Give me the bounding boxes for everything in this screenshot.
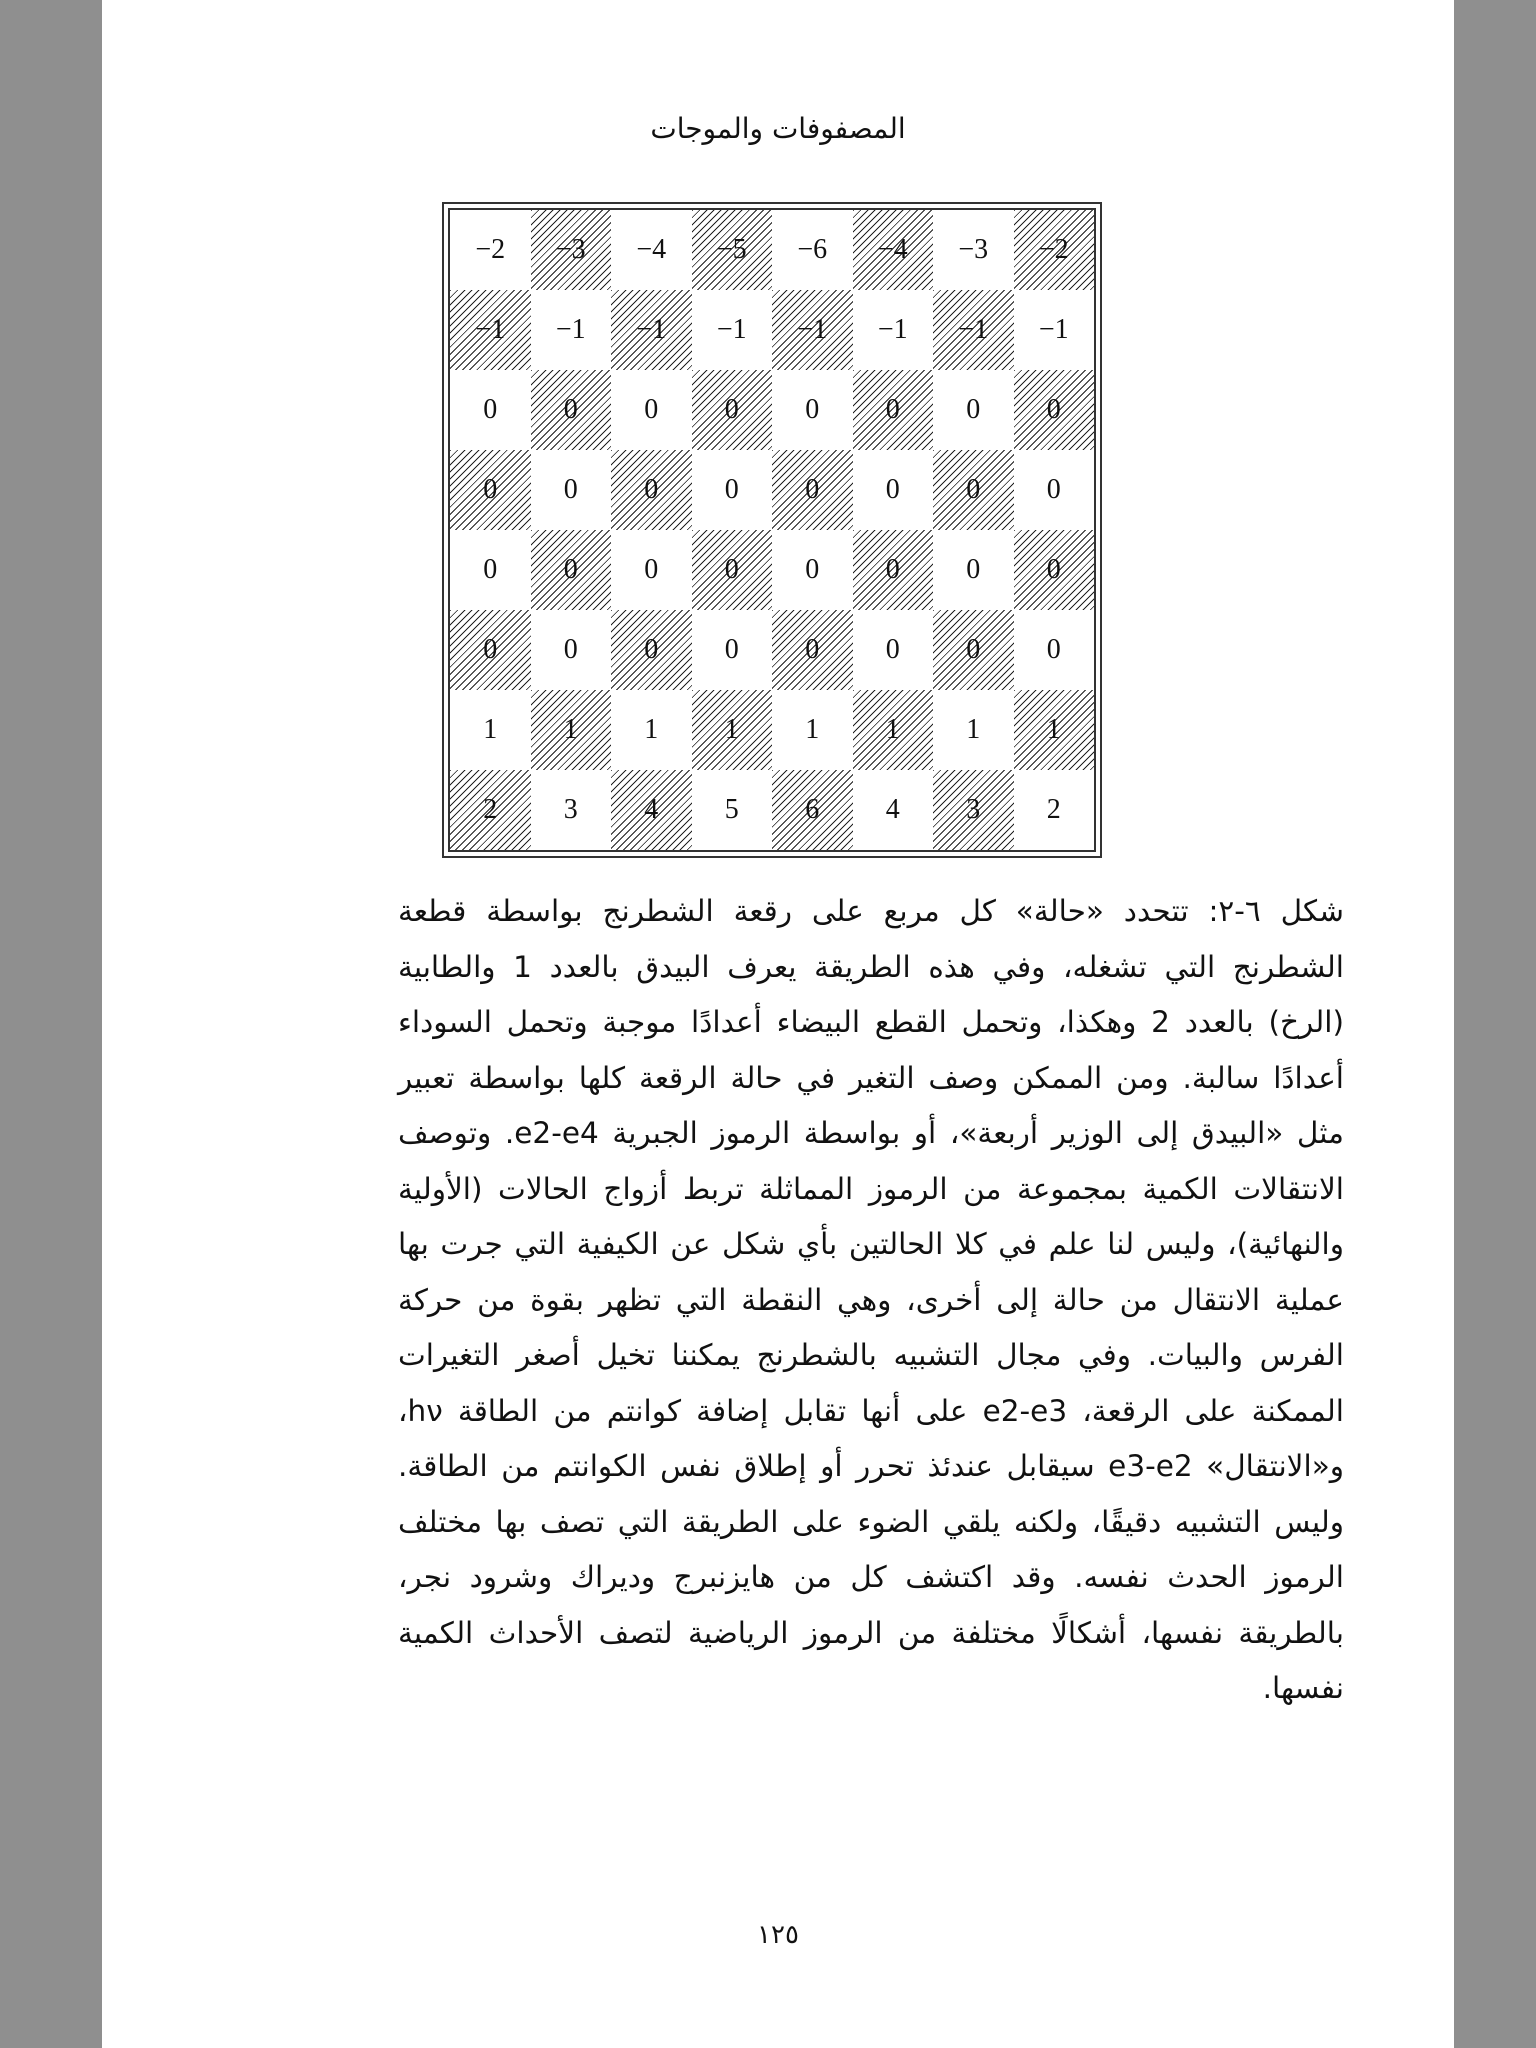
square-value: −2: [475, 234, 506, 265]
book-page: [102, 0, 1454, 2048]
square-value: 0: [563, 474, 578, 505]
square-value: 5: [724, 794, 739, 825]
square-value: 0: [724, 394, 739, 425]
board-square: [933, 370, 1014, 450]
square-value: 0: [805, 394, 820, 425]
square-value: 0: [1046, 554, 1061, 585]
square-value: 0: [805, 474, 820, 505]
square-value: 0: [885, 634, 900, 665]
board-square: [692, 290, 773, 370]
square-value: 1: [805, 714, 820, 745]
square-value: −1: [636, 314, 667, 345]
chessboard-grid: [448, 208, 1096, 852]
board-square: [450, 610, 531, 690]
square-value: 0: [724, 474, 739, 505]
square-value: 0: [483, 554, 498, 585]
square-value: 0: [483, 634, 498, 665]
board-square: [853, 290, 934, 370]
board-square: [611, 690, 692, 770]
square-value: 0: [966, 634, 981, 665]
square-value: 1: [483, 714, 498, 745]
board-square: [611, 450, 692, 530]
square-value: −5: [716, 234, 747, 265]
board-square: [611, 370, 692, 450]
square-value: 1: [966, 714, 981, 745]
board-square: [933, 610, 1014, 690]
board-square: [853, 370, 934, 450]
figure-caption-paragraph: [398, 884, 1344, 1717]
square-value: 3: [966, 794, 981, 825]
board-square: [450, 690, 531, 770]
square-value: −1: [1038, 314, 1069, 345]
board-square: [611, 770, 692, 850]
body-text: شكل ٦-٢: تتحدد «حالة» كل مربع على رقعة الشطرنج بواسطة قطعة الشطرنج التي تشغله، وفي هذه الطريقة يعرف البيدق بالعدد 1 والطابية (الرخ) بالعدد 2 وهكذا، وتحمل القطع البيضاء أعدادًا موجبة وتحمل السوداء أعدادًا سالبة. ومن الممكن وصف التغير في حالة الرقعة كلها بواسطة تعبير مثل «البيدق إلى الوزير أربعة»، أو بواسطة الرموز الجبرية e2-e4. وتوصف الانتقالات الكمية بمجموعة من الرموز المماثلة تربط أزواج الحالات (الأولية والنهائية)، وليس لنا علم في كلا الحالتين بأي شكل عن الكيفية التي جرت بها عملية الانتقال من حالة إلى أخرى، وهي النقطة التي تظهر بقوة من حركة الفرس والبيات. وفي مجال التشبيه بالشطرنج يمكننا تخيل أصغر التغيرات الممكنة على الرقعة، e2-e3 على أنها تقابل إضافة كوانتم من الطاقة hν، و«الانتقال» e3-e2 سيقابل عندئذ تحرر أو إطلاق نفس الكوانتم من الطاقة. وليس التشبيه دقيقًا، ولكنه يلقي الضوء على الطريقة التي تصف بها مختلف الرموز الحدث نفسه. وقد اكتشف كل من هايزنبرج وديراك وشرود نجر، بالطريقة نفسها، أشكالًا مختلفة من الرموز الرياضية لتصف الأحداث الكمية نفسها.: [398, 894, 1345, 1705]
page-number: ١٢٥: [757, 1920, 799, 1950]
board-square: [692, 610, 773, 690]
square-value: 0: [966, 394, 981, 425]
square-value: −1: [716, 314, 747, 345]
board-square: [853, 450, 934, 530]
square-value: −2: [1038, 234, 1069, 265]
board-square: [692, 690, 773, 770]
board-square: [611, 290, 692, 370]
board-square: [692, 450, 773, 530]
board-square: [1014, 290, 1095, 370]
board-square: [692, 770, 773, 850]
square-value: 0: [1046, 474, 1061, 505]
board-square: [933, 450, 1014, 530]
board-square: [531, 450, 612, 530]
square-value: 2: [1046, 794, 1061, 825]
square-value: −1: [958, 314, 989, 345]
board-square: [853, 530, 934, 610]
board-square: [1014, 530, 1095, 610]
board-square: [531, 210, 612, 290]
square-value: 0: [885, 554, 900, 585]
board-square: [692, 530, 773, 610]
board-square: [1014, 210, 1095, 290]
square-value: 0: [885, 394, 900, 425]
square-value: 1: [563, 714, 578, 745]
board-square: [611, 610, 692, 690]
board-square: [450, 530, 531, 610]
square-value: −4: [636, 234, 667, 265]
square-value: 0: [805, 554, 820, 585]
square-value: 0: [563, 554, 578, 585]
board-square: [531, 370, 612, 450]
square-value: 1: [1046, 714, 1061, 745]
chessboard-figure: [442, 202, 1102, 858]
square-value: 0: [885, 474, 900, 505]
board-square: [933, 290, 1014, 370]
board-square: [772, 210, 853, 290]
board-square: [450, 290, 531, 370]
square-value: 0: [563, 394, 578, 425]
square-value: 1: [885, 714, 900, 745]
board-square: [933, 210, 1014, 290]
board-square: [772, 690, 853, 770]
square-value: 0: [724, 634, 739, 665]
board-square: [933, 690, 1014, 770]
square-value: 6: [805, 794, 820, 825]
square-value: 1: [644, 714, 659, 745]
square-value: 1: [724, 714, 739, 745]
square-value: 0: [805, 634, 820, 665]
square-value: 0: [563, 634, 578, 665]
board-square: [772, 770, 853, 850]
square-value: 0: [644, 554, 659, 585]
board-square: [933, 530, 1014, 610]
board-square: [1014, 690, 1095, 770]
board-square: [1014, 450, 1095, 530]
square-value: 0: [644, 394, 659, 425]
square-value: −1: [877, 314, 908, 345]
square-value: −6: [797, 234, 828, 265]
square-value: 0: [483, 474, 498, 505]
square-value: −3: [555, 234, 586, 265]
square-value: −3: [958, 234, 989, 265]
board-square: [531, 690, 612, 770]
square-value: 0: [483, 394, 498, 425]
square-value: −1: [555, 314, 586, 345]
square-value: 3: [563, 794, 578, 825]
board-square: [772, 530, 853, 610]
board-square: [853, 770, 934, 850]
board-square: [772, 370, 853, 450]
board-square: [531, 530, 612, 610]
running-title: المصفوفات والموجات: [650, 112, 906, 145]
square-value: 0: [966, 474, 981, 505]
square-value: −1: [475, 314, 506, 345]
board-square: [450, 770, 531, 850]
board-square: [1014, 610, 1095, 690]
board-square: [692, 370, 773, 450]
board-square: [531, 610, 612, 690]
board-square: [933, 770, 1014, 850]
board-square: [1014, 770, 1095, 850]
board-square: [853, 690, 934, 770]
square-value: −4: [877, 234, 908, 265]
board-square: [450, 450, 531, 530]
board-square: [611, 210, 692, 290]
square-value: 0: [1046, 634, 1061, 665]
board-square: [853, 610, 934, 690]
board-square: [772, 450, 853, 530]
board-square: [772, 610, 853, 690]
square-value: 4: [885, 794, 900, 825]
board-square: [611, 530, 692, 610]
board-square: [531, 290, 612, 370]
board-square: [1014, 370, 1095, 450]
square-value: −1: [797, 314, 828, 345]
square-value: 0: [644, 634, 659, 665]
board-square: [853, 210, 934, 290]
board-square: [772, 290, 853, 370]
board-square: [531, 770, 612, 850]
square-value: 0: [966, 554, 981, 585]
board-square: [450, 210, 531, 290]
square-value: 2: [483, 794, 498, 825]
square-value: 0: [724, 554, 739, 585]
square-value: 4: [644, 794, 659, 825]
square-value: 0: [1046, 394, 1061, 425]
square-value: 0: [644, 474, 659, 505]
board-square: [450, 370, 531, 450]
board-square: [692, 210, 773, 290]
